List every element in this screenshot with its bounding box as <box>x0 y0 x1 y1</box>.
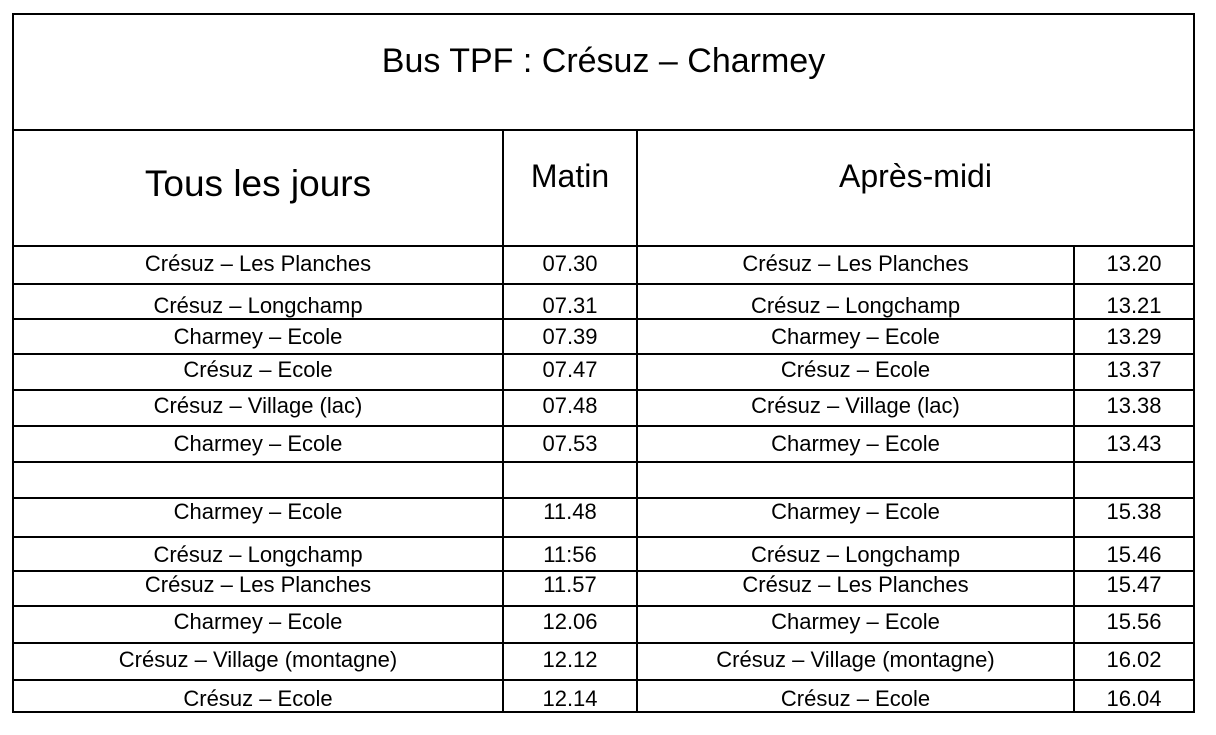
cell-stop-pm: Crésuz – Longchamp <box>750 542 961 567</box>
table-row <box>14 320 1193 355</box>
cell-time-pm: 16.04 <box>1106 686 1162 711</box>
cell-stop-am: Crésuz – Ecole <box>183 686 333 711</box>
cell-time-am: 12.06 <box>542 609 598 634</box>
cell-time-am: 07.31 <box>542 293 598 318</box>
cell-stop-am: Crésuz – Les Planches <box>144 572 372 597</box>
table-row <box>14 285 1193 320</box>
cell-stop-am: Crésuz – Longchamp <box>153 293 363 318</box>
cell-time-pm: 13.29 <box>1106 324 1162 349</box>
table-row <box>14 607 1193 644</box>
cell-time-am: 11.57 <box>543 572 597 597</box>
header-afternoon: Après-midi <box>839 158 992 194</box>
table-row <box>14 572 1193 607</box>
cell-stop-pm: Charmey – Ecole <box>771 499 940 524</box>
timetable <box>12 13 1195 713</box>
cell-stop-am: Crésuz – Ecole <box>183 357 333 382</box>
cell-time-pm: 15.38 <box>1106 499 1162 524</box>
table-row <box>14 499 1193 538</box>
header-row <box>14 131 1193 247</box>
cell-stop-pm: Crésuz – Ecole <box>780 686 931 711</box>
cell-stop-pm: Crésuz – Longchamp <box>750 293 961 318</box>
cell-time-pm: 13.38 <box>1106 393 1162 418</box>
cell-time-pm: 15.56 <box>1106 609 1162 634</box>
header-morning: Matin <box>530 158 610 194</box>
cell-time-am: 07.48 <box>542 393 598 418</box>
table-row <box>14 681 1193 713</box>
cell-time-am: 12.12 <box>542 647 598 672</box>
cell-stop-pm: Crésuz – Village (montagne) <box>716 647 995 672</box>
table-row <box>14 644 1193 681</box>
timetable-title: Bus TPF : Crésuz – Charmey <box>381 42 826 80</box>
cell-stop-am: Charmey – Ecole <box>173 324 343 349</box>
cell-stop-am: Crésuz – Les Planches <box>144 251 372 276</box>
cell-time-pm: 13.20 <box>1106 251 1162 276</box>
cell-stop-am: Charmey – Ecole <box>173 431 343 456</box>
cell-stop-am: Crésuz – Longchamp <box>153 542 363 567</box>
header-days: Tous les jours <box>144 163 372 204</box>
table-row <box>14 355 1193 391</box>
cell-time-am: 11:56 <box>543 542 597 567</box>
table-row <box>14 391 1193 427</box>
table-row <box>14 247 1193 285</box>
cell-time-pm: 13.21 <box>1106 293 1162 318</box>
table-row <box>14 538 1193 572</box>
cell-time-am: 07.39 <box>542 324 598 349</box>
cell-time-pm: 15.46 <box>1106 542 1162 567</box>
cell-stop-pm: Crésuz – Les Planches <box>742 572 969 597</box>
cell-time-am: 07.53 <box>542 431 598 456</box>
cell-stop-am: Crésuz – Village (lac) <box>153 393 363 418</box>
cell-stop-am: Charmey – Ecole <box>173 609 343 634</box>
cell-time-pm: 13.37 <box>1106 357 1162 382</box>
table-row <box>14 427 1193 463</box>
cell-time-pm: 15.47 <box>1106 572 1162 597</box>
cell-stop-pm: Charmey – Ecole <box>771 324 940 349</box>
table-row <box>14 463 1193 499</box>
cell-time-am: 11.48 <box>543 499 597 524</box>
cell-time-pm: 13.43 <box>1106 431 1162 456</box>
title-row <box>14 15 1193 131</box>
cell-stop-pm: Charmey – Ecole <box>771 609 940 634</box>
cell-stop-pm: Charmey – Ecole <box>771 431 940 456</box>
cell-time-pm: 16.02 <box>1106 647 1162 672</box>
cell-time-am: 07.30 <box>542 251 598 276</box>
cell-time-am: 07.47 <box>542 357 598 382</box>
cell-stop-am: Charmey – Ecole <box>173 499 343 524</box>
cell-stop-pm: Crésuz – Ecole <box>780 357 931 382</box>
cell-stop-pm: Crésuz – Les Planches <box>742 251 969 276</box>
cell-stop-pm: Crésuz – Village (lac) <box>751 393 960 418</box>
cell-time-am: 12.14 <box>542 686 598 711</box>
cell-stop-am: Crésuz – Village (montagne) <box>118 647 398 672</box>
